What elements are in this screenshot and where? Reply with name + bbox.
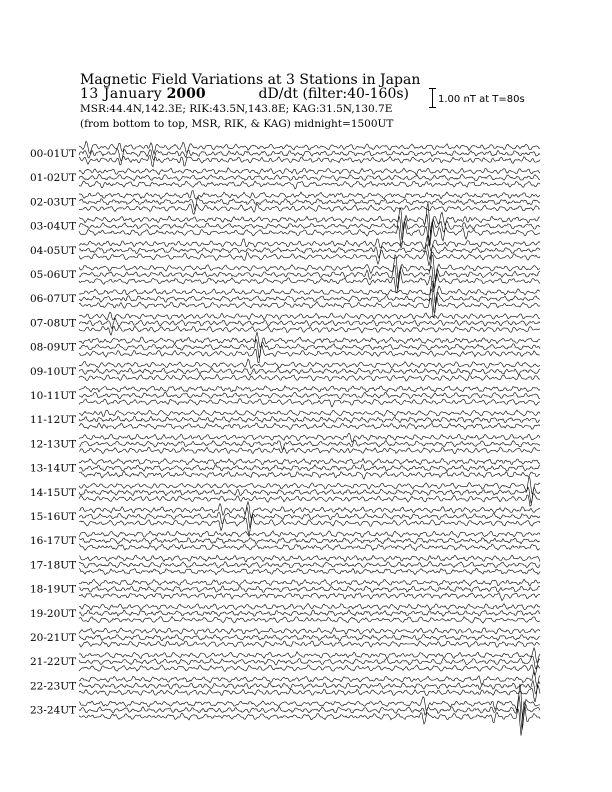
station-trace: [79, 593, 540, 601]
year-text: 2000: [166, 86, 206, 102]
station-trace: [79, 447, 540, 454]
station-trace: [79, 477, 540, 494]
station-trace: [79, 174, 540, 181]
station-trace: [79, 628, 540, 635]
quantity-text: dD/dt: [258, 86, 299, 102]
hour-label: 05-06UT: [30, 269, 77, 281]
station-trace: [79, 203, 540, 235]
station-trace: [79, 312, 540, 320]
station-trace: [79, 423, 540, 430]
station-trace: [79, 244, 540, 259]
station-trace: [79, 416, 540, 422]
station-trace: [79, 610, 540, 617]
order-note-text: (from bottom to top, MSR, RIK, & KAG): [80, 118, 291, 130]
station-trace: [79, 269, 540, 292]
station-trace: [79, 181, 540, 189]
hour-label: 23-24UT: [30, 704, 77, 717]
hour-label: 01-02UT: [30, 172, 77, 185]
station-trace: [79, 410, 540, 416]
station-trace: [79, 686, 540, 702]
station-trace: [79, 494, 540, 507]
hour-label: 02-03UT: [30, 196, 77, 209]
station-trace: [79, 368, 540, 376]
station-trace: [79, 465, 540, 472]
filter-text: (filter:40-160s): [302, 86, 410, 102]
station-trace: [79, 155, 540, 166]
station-trace: [79, 191, 540, 200]
station-trace: [79, 204, 540, 214]
hour-label: 12-13UT: [30, 438, 77, 451]
hour-label: 16-17UT: [30, 535, 77, 548]
station-trace: [79, 433, 540, 442]
station-trace: [79, 579, 540, 586]
station-trace: [79, 586, 540, 593]
station-trace: [79, 568, 540, 574]
hour-label: 00-01UT: [30, 148, 77, 160]
station-trace: [79, 502, 540, 518]
station-trace: [79, 386, 540, 392]
station-coordinates: MSR:44.4N,142.3E; RIK:43.5N,143.8E; KAG:31.5N,130.7E: [80, 103, 393, 115]
station-trace: [79, 236, 540, 252]
station-trace: [79, 392, 540, 399]
hour-label: 19-20UT: [30, 607, 77, 620]
station-trace: [79, 487, 540, 503]
station-trace: [79, 168, 540, 175]
station-trace: [79, 531, 540, 538]
hour-label: 10-11UT: [30, 390, 77, 402]
station-trace: [79, 641, 540, 648]
hour-label: 22-23UT: [30, 680, 77, 693]
station-trace: [79, 197, 540, 210]
hour-label: 03-04UT: [30, 220, 77, 233]
date-text: 13 January: [80, 86, 163, 102]
station-trace: [79, 458, 540, 465]
station-trace: [79, 684, 540, 722]
station-trace: [79, 544, 540, 551]
station-trace: [79, 538, 540, 545]
hour-label: 15-16UT: [30, 511, 77, 523]
station-trace: [79, 326, 540, 335]
station-trace: [79, 561, 540, 568]
hour-label: 07-08UT: [30, 317, 77, 330]
hour-label: 04-05UT: [30, 244, 77, 257]
station-trace: [79, 399, 540, 407]
midnight-note: midnight=1500UT: [294, 118, 394, 130]
station-trace: [79, 635, 540, 641]
hour-label: 06-07UT: [30, 293, 77, 306]
hour-label: 11-12UT: [30, 414, 77, 427]
station-trace: [79, 332, 540, 347]
station-trace: [79, 681, 540, 694]
station-trace: [79, 665, 540, 676]
hour-label: 18-19UT: [30, 583, 77, 596]
station-trace: [79, 695, 540, 730]
station-trace: [79, 603, 540, 610]
scale-label: 1.00 nT at T=80s: [438, 94, 525, 105]
hour-label: 17-18UT: [30, 559, 77, 572]
hour-label: 20-21UT: [30, 632, 77, 644]
station-trace: [79, 516, 540, 536]
hour-label: 13-14UT: [30, 462, 77, 475]
station-trace: [79, 359, 540, 368]
station-trace: [79, 471, 540, 479]
station-trace: [79, 555, 540, 562]
hour-label: 09-10UT: [30, 365, 77, 378]
chart-title: Magnetic Field Variations at 3 Stations in Japan: [80, 72, 421, 88]
station-trace: [79, 617, 540, 624]
hour-label: 14-15UT: [30, 486, 77, 499]
station-trace: [79, 374, 540, 381]
station-trace: [79, 281, 540, 304]
hour-label: 08-09UT: [30, 341, 77, 354]
station-trace: [79, 265, 540, 288]
hour-label: 21-22UT: [30, 656, 77, 669]
